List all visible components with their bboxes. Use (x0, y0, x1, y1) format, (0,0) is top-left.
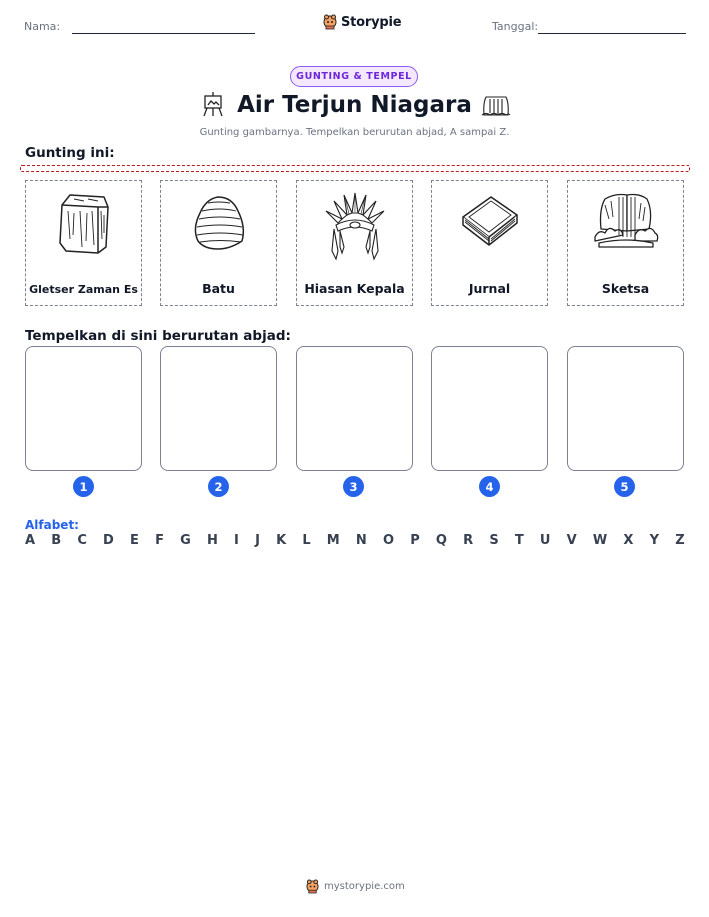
alphabet-letter: L (302, 533, 311, 548)
cutout-card[interactable] (25, 180, 142, 306)
cutout-card[interactable] (160, 180, 277, 306)
alphabet-letter: V (566, 533, 577, 548)
card-label: Gletser Zaman Es (29, 283, 138, 296)
cutout-card[interactable] (567, 180, 684, 306)
alphabet-letter: Y (649, 533, 660, 548)
name-label: Nama: (24, 20, 61, 33)
paste-slot-5[interactable] (567, 346, 684, 471)
slot-number-5: 5 (614, 476, 635, 497)
slot-number-3: 3 (343, 476, 364, 497)
date-label: Tanggal: (492, 20, 539, 33)
waterfall-icon (593, 189, 659, 249)
alphabet-letter: I (234, 533, 239, 548)
alphabet-letter: S (489, 533, 499, 548)
slot-number-1: 1 (73, 476, 94, 497)
footer (306, 879, 405, 894)
alphabet-letter: G (180, 533, 191, 548)
alphabet-letter: A (25, 533, 36, 548)
waterfall-title-icon (481, 93, 511, 117)
alphabet-letter: P (410, 533, 420, 548)
alphabet-letter: Q (435, 533, 447, 548)
ice-block-icon (54, 189, 114, 255)
headdress-icon (322, 189, 388, 263)
instructions: Gunting gambarnya. Tempelkan berurutan abjad, A sampai Z. (199, 127, 510, 138)
footer-url[interactable]: mystorypie.com (324, 881, 405, 892)
alphabet-title: Alfabet: (25, 518, 79, 532)
alphabet-letter: J (255, 533, 260, 548)
alphabet-letter: X (623, 533, 634, 548)
card-label: Sketsa (601, 281, 650, 296)
date-line[interactable] (538, 33, 686, 34)
alphabet-letter: C (77, 533, 87, 548)
alphabet-letter: R (463, 533, 474, 548)
alphabet-letter: Z (675, 533, 685, 548)
book-icon (457, 189, 523, 251)
alphabet-letter: K (276, 533, 287, 548)
alphabet-letter: B (51, 533, 62, 548)
card-label: Hiasan Kepala (304, 281, 405, 296)
paste-slot-2[interactable] (160, 346, 277, 471)
paste-heading: Tempelkan di sini berurutan abjad: (25, 328, 291, 344)
alphabet-letter: M (326, 533, 340, 548)
paste-slot-4[interactable] (431, 346, 548, 471)
card-label: Batu (202, 281, 235, 296)
storypie-footer-icon (306, 879, 319, 894)
cut-line (20, 165, 690, 172)
cut-heading: Gunting ini: (25, 145, 115, 161)
brand-name: Storypie (341, 14, 402, 30)
slot-number-4: 4 (479, 476, 500, 497)
storypie-mascot-icon (323, 14, 337, 30)
slot-number-2: 2 (208, 476, 229, 497)
cutout-card[interactable] (296, 180, 413, 306)
alphabet-letter: D (103, 533, 114, 548)
alphabet-letter: E (130, 533, 139, 548)
brand-logo (323, 14, 401, 30)
alphabet-letter: F (155, 533, 164, 548)
alphabet-row (25, 533, 685, 548)
page-title: Air Terjun Niagara (237, 92, 472, 118)
alphabet-letter: N (355, 533, 367, 548)
paste-slot-3[interactable] (296, 346, 413, 471)
alphabet-letter: W (592, 533, 608, 548)
alphabet-letter: O (382, 533, 395, 548)
activity-badge: GUNTING & TEMPEL (290, 66, 418, 87)
cutout-card[interactable] (431, 180, 548, 306)
card-label: Jurnal (468, 281, 511, 296)
paste-slot-1[interactable] (25, 346, 142, 471)
rock-icon (188, 189, 250, 255)
alphabet-letter: H (206, 533, 218, 548)
alphabet-letter: T (514, 533, 524, 548)
name-line[interactable] (72, 33, 255, 34)
alphabet-letter: U (539, 533, 551, 548)
